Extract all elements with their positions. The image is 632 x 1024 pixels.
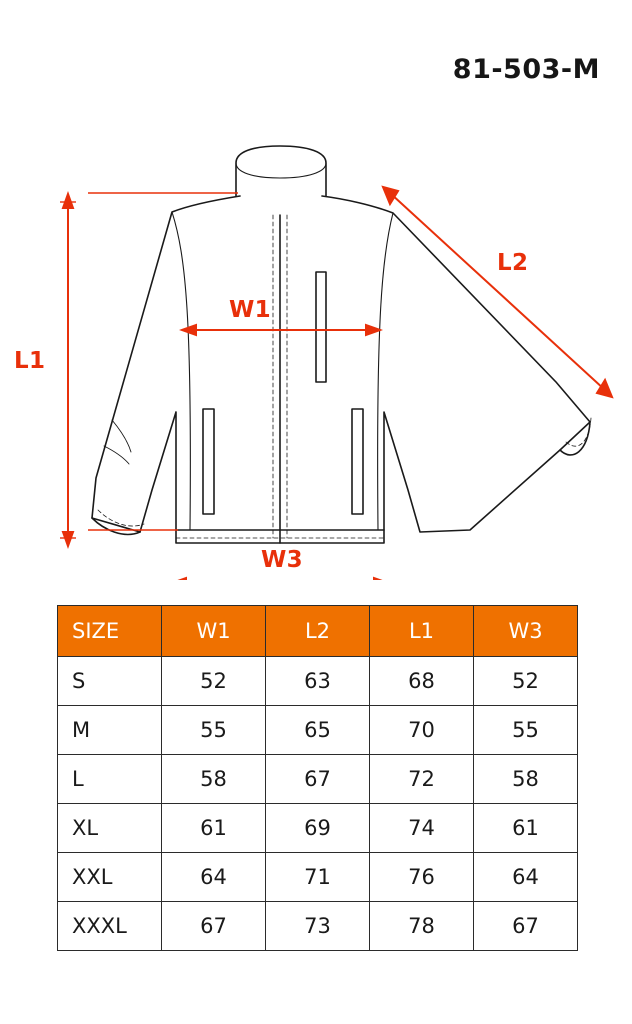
cell-w1: 55 xyxy=(162,706,266,755)
cell-size: S xyxy=(58,657,162,706)
table-row xyxy=(58,706,578,755)
table-row xyxy=(58,755,578,804)
jacket-diagram-svg xyxy=(0,60,632,580)
cell-w3: 61 xyxy=(474,804,578,853)
cell-w1: 58 xyxy=(162,755,266,804)
column-header-w1: W1 xyxy=(162,606,266,657)
product-code: 81-503-M xyxy=(452,54,600,85)
size-table-head xyxy=(58,606,578,657)
dimension-label-w1: W1 xyxy=(229,297,271,323)
cell-l1: 72 xyxy=(370,755,474,804)
cell-w1: 52 xyxy=(162,657,266,706)
cell-l2: 69 xyxy=(266,804,370,853)
table-row xyxy=(58,657,578,706)
W3-arrow-left xyxy=(172,578,186,580)
size-table xyxy=(57,605,578,951)
L2-arrow-end xyxy=(597,380,612,397)
jacket-technical-drawing xyxy=(0,60,632,580)
cell-w1: 64 xyxy=(162,853,266,902)
cell-l2: 67 xyxy=(266,755,370,804)
table-row xyxy=(58,853,578,902)
cell-size: XL xyxy=(58,804,162,853)
L2-arrow-start xyxy=(383,187,398,204)
column-header-size: SIZE xyxy=(58,606,162,657)
cell-size: M xyxy=(58,706,162,755)
cell-w3: 52 xyxy=(474,657,578,706)
column-header-l2: L2 xyxy=(266,606,370,657)
cell-l1: 74 xyxy=(370,804,474,853)
cell-w1: 61 xyxy=(162,804,266,853)
L1-arrow-top xyxy=(63,194,73,208)
cell-w3: 67 xyxy=(474,902,578,951)
cell-l2: 73 xyxy=(266,902,370,951)
cell-l1: 78 xyxy=(370,902,474,951)
cell-l2: 63 xyxy=(266,657,370,706)
cell-size: XXXL xyxy=(58,902,162,951)
L1-arrow-bottom xyxy=(63,532,73,546)
W3-arrow-right xyxy=(374,578,388,580)
cell-size: XXL xyxy=(58,853,162,902)
cell-l2: 65 xyxy=(266,706,370,755)
cell-l1: 68 xyxy=(370,657,474,706)
dimension-label-l2: L2 xyxy=(497,250,529,276)
table-row xyxy=(58,902,578,951)
dimension-label-l1: L1 xyxy=(14,348,46,374)
size-table-body xyxy=(58,657,578,951)
column-header-w3: W3 xyxy=(474,606,578,657)
cell-w3: 64 xyxy=(474,853,578,902)
cell-w1: 67 xyxy=(162,902,266,951)
column-header-l1: L1 xyxy=(370,606,474,657)
cell-w3: 55 xyxy=(474,706,578,755)
cell-w3: 58 xyxy=(474,755,578,804)
table-header-row xyxy=(58,606,578,657)
dimension-label-w3: W3 xyxy=(261,547,303,573)
table-row xyxy=(58,804,578,853)
cell-l2: 71 xyxy=(266,853,370,902)
cell-size: L xyxy=(58,755,162,804)
cell-l1: 76 xyxy=(370,853,474,902)
cell-l1: 70 xyxy=(370,706,474,755)
jacket-body-outline xyxy=(92,196,590,532)
